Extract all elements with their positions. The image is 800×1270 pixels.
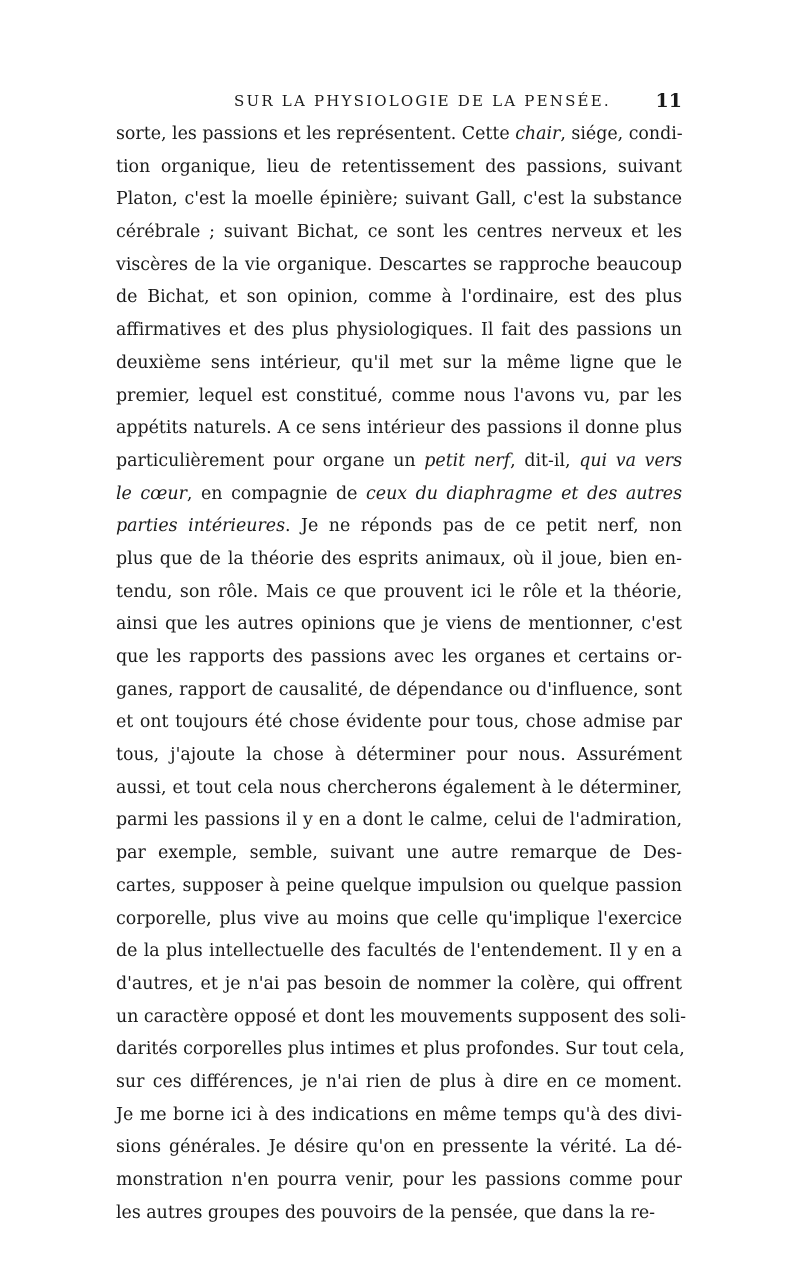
text-segment: cartes, supposer à peine quelque impulsion ou quelque passion: [116, 875, 682, 896]
text-segment: cérébrale ; suivant Bichat, ce sont les centres nerveux et les: [116, 222, 682, 243]
text-segment: , siége, condi-: [560, 124, 683, 144]
text-line: [116, 706, 682, 739]
text-line: [116, 510, 682, 543]
text-segment: ainsi que les autres opinions que je viens de mentionner, c'est: [116, 614, 682, 635]
text-segment: sorte, les passions et les représentent. Cette: [116, 124, 516, 144]
text-line: [116, 249, 682, 282]
text-segment: par exemple, semble, suivant une autre remarque de Des-: [116, 843, 682, 864]
text-segment: sions générales. Je désire qu'on en pressente la vérité. La dé-: [116, 1137, 682, 1158]
text-line: [116, 935, 682, 968]
text-line: [116, 543, 682, 576]
text-line: [116, 903, 682, 936]
text-line: [116, 1131, 682, 1164]
italic-text: parties intérieures: [116, 516, 286, 537]
text-line: [116, 478, 682, 511]
text-segment: . Je ne réponds pas de ce petit nerf, non: [285, 516, 682, 537]
page-number: 11: [655, 90, 682, 112]
text-segment: viscères de la vie organique. Descartes se rapproche beaucoup: [116, 254, 682, 275]
text-segment: premier, lequel est constitué, comme nous l'avons vu, par les: [116, 385, 682, 406]
text-line: [116, 1033, 685, 1066]
running-title: SUR LA PHYSIOLOGIE DE LA PENSÉE.: [234, 92, 611, 110]
text-line: [116, 347, 682, 380]
text-segment: un caractère opposé et dont les mouvements supposent des soli-: [116, 1006, 687, 1027]
text-segment: que les rapports des passions avec les organes et certains or-: [116, 647, 682, 667]
text-line: [116, 804, 682, 837]
italic-text: chair: [515, 124, 561, 144]
text-line: [116, 445, 682, 478]
text-line: [116, 837, 682, 870]
text-segment: plus que de la théorie des esprits animaux, où il joue, bien en-: [116, 548, 682, 569]
text-segment: darités corporelles plus intimes et plus profondes. Sur tout cela,: [116, 1039, 685, 1060]
text-segment: et ont toujours été chose évidente pour tous, chose admise par: [116, 712, 682, 733]
text-line: [116, 739, 682, 772]
italic-text: qui va vers: [579, 450, 682, 471]
text-line: [116, 1197, 682, 1230]
text-segment: ganes, rapport de causalité, de dépendance ou d'influence, sont: [116, 679, 682, 700]
text-segment: de Bichat, et son opinion, comme à l'ordinaire, est des plus: [116, 287, 682, 308]
text-segment: parmi les passions il y en a dont le calme, celui de l'admiration,: [116, 810, 682, 831]
text-line: [116, 281, 682, 314]
text-line: [116, 674, 682, 707]
running-head: [116, 90, 682, 114]
text-segment: Je me borne ici à des indications en même temps qu'à des divi-: [116, 1104, 682, 1125]
text-segment: sur ces différences, je n'ai rien de plus à dire en ce moment.: [116, 1071, 682, 1092]
text-line: [116, 412, 682, 445]
text-segment: affirmatives et des plus physiologiques. Il fait des passions un: [116, 320, 682, 341]
text-line: [116, 1066, 682, 1099]
text-line: [116, 314, 682, 347]
text-line: [116, 151, 682, 184]
text-segment: d'autres, et je n'ai pas besoin de nommer la colère, qui offrent: [116, 973, 682, 994]
text-line: [116, 216, 682, 249]
text-line: [116, 1001, 687, 1034]
text-segment: monstration n'en pourra venir, pour les passions comme pour: [116, 1170, 682, 1190]
italic-text: petit nerf: [424, 450, 511, 471]
text-segment: Platon, c'est la moelle épinière; suivant Gall, c'est la substance: [116, 189, 682, 210]
italic-text: le cœur: [116, 483, 187, 504]
text-line: [116, 641, 682, 674]
text-segment: tion organique, lieu de retentissement des passions, suivant: [116, 156, 682, 177]
text-line: [116, 183, 682, 216]
text-segment: tous, j'ajoute la chose à déterminer pour nous. Assurément: [116, 745, 682, 766]
text-segment: les autres groupes des pouvoirs de la pensée, que dans la re-: [116, 1202, 656, 1223]
text-segment: deuxième sens intérieur, qu'il met sur la même ligne que le: [116, 352, 682, 373]
text-segment: , en compagnie de: [186, 483, 367, 504]
text-segment: corporelle, plus vive au moins que celle qu'implique l'exercice: [116, 908, 682, 929]
text-line: [116, 608, 682, 641]
text-line: [116, 1164, 682, 1197]
text-line: [116, 968, 682, 1001]
text-segment: appétits naturels. A ce sens intérieur des passions il donne plus: [116, 418, 682, 439]
text-segment: de la plus intellectuelle des facultés de l'entendement. Il y en a: [116, 941, 682, 962]
italic-text: ceux du diaphragme et des autres: [366, 483, 682, 504]
text-line: [116, 772, 682, 805]
text-line: [116, 1099, 682, 1132]
text-line: [116, 576, 682, 609]
text-line: [116, 380, 682, 413]
text-segment: , dit-il,: [510, 450, 580, 471]
text-segment: tendu, son rôle. Mais ce que prouvent ici le rôle et la théorie,: [116, 581, 682, 602]
text-segment: particulièrement pour organe un: [116, 450, 425, 471]
text-segment: aussi, et tout cela nous chercherons également à le déterminer,: [116, 777, 682, 798]
text-line: [116, 118, 682, 151]
body-text: [116, 118, 687, 1229]
text-line: [116, 870, 682, 903]
